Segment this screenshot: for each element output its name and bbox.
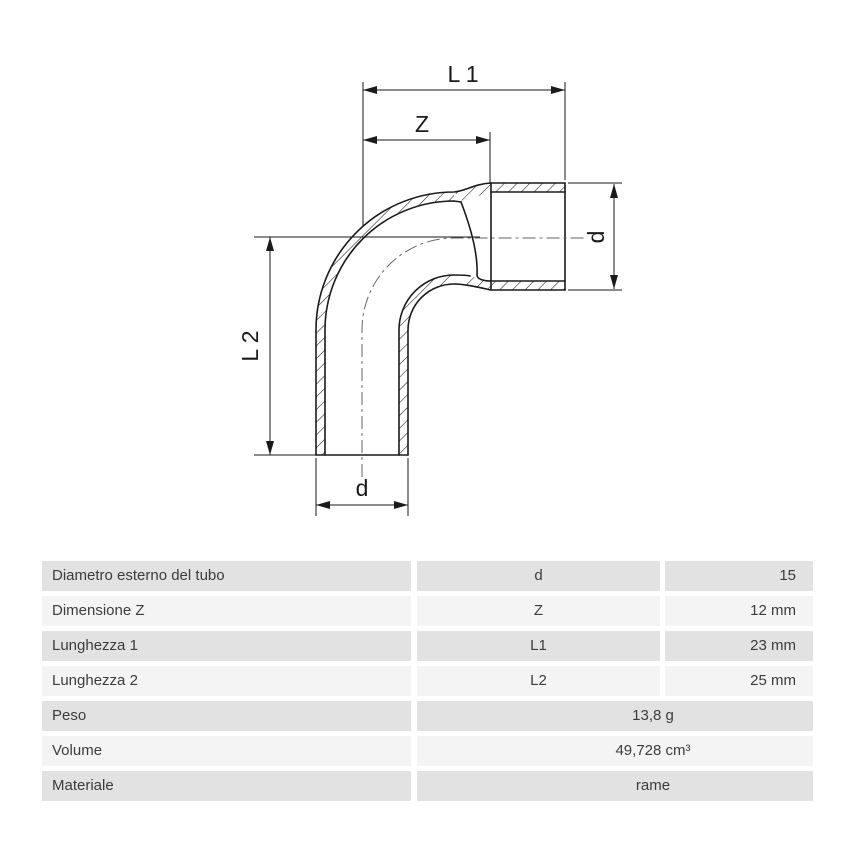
row-symbol: d (417, 561, 660, 591)
table-row-lunghezza-2 (42, 666, 813, 696)
row-symbol: L2 (417, 666, 660, 696)
table-row-dimensione-z (42, 596, 813, 626)
row-value: 13,8 g (417, 701, 813, 731)
row-value: rame (417, 771, 813, 801)
dimension-lines (254, 82, 622, 516)
row-symbol: L1 (417, 631, 660, 661)
row-value: 25 mm (665, 666, 813, 696)
centerline (362, 238, 585, 477)
row-value: 23 mm (665, 631, 813, 661)
table-row-volume (42, 736, 813, 766)
row-symbol: Z (417, 596, 660, 626)
dimension-label-z: Z (414, 111, 430, 137)
row-label: Dimensione Z (42, 596, 411, 626)
table-row-diametro (42, 561, 813, 591)
row-label: Peso (42, 701, 411, 731)
dimension-label-l1: L 1 (447, 61, 479, 87)
row-value: 15 (665, 561, 813, 591)
table-row-materiale (42, 771, 813, 801)
elbow-outline (316, 183, 565, 455)
dimension-label-d-bottom: d (355, 475, 369, 501)
table-row-lunghezza-1 (42, 631, 813, 661)
row-value: 12 mm (665, 596, 813, 626)
table-row-peso (42, 701, 813, 731)
row-value: 49,728 cm³ (417, 736, 813, 766)
row-label: Volume (42, 736, 411, 766)
row-label: Materiale (42, 771, 411, 801)
spec-table (42, 561, 813, 806)
row-label: Lunghezza 1 (42, 631, 411, 661)
row-label: Diametro esterno del tubo (42, 561, 411, 591)
dimension-label-d-right: d (583, 230, 609, 244)
row-label: Lunghezza 2 (42, 666, 411, 696)
pipe-wall-hatching (316, 183, 565, 455)
dimension-label-l2: L 2 (237, 330, 263, 362)
